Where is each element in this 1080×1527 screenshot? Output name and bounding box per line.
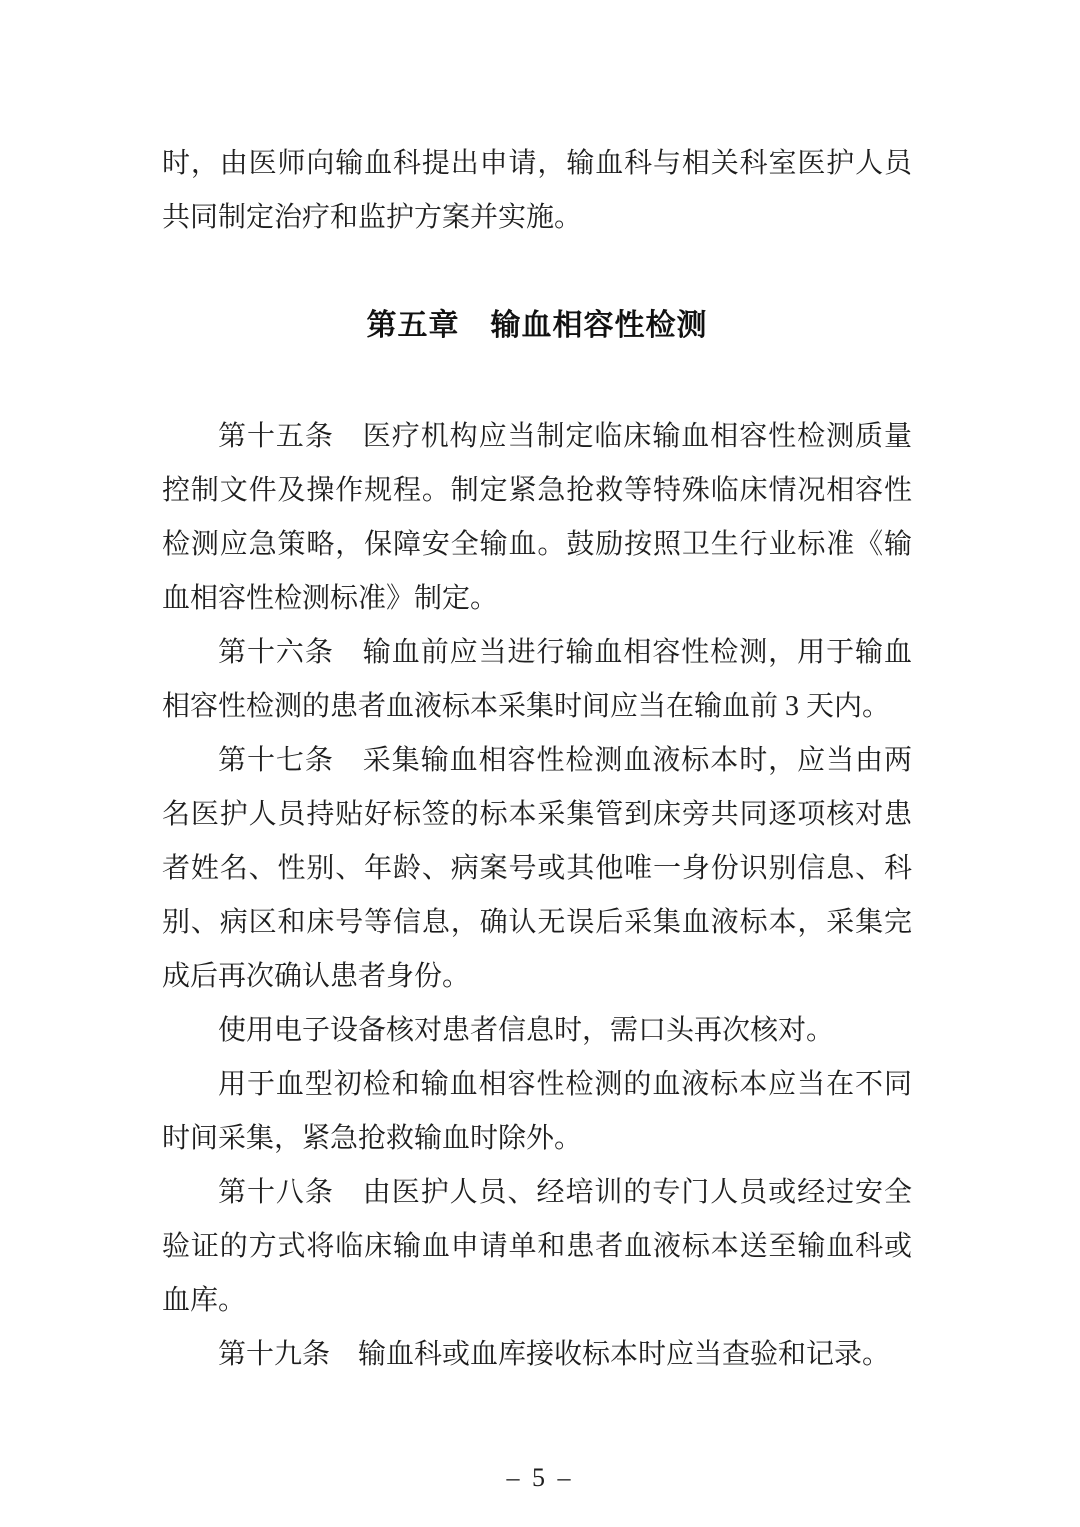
article-19-paragraph: 第十九条 输血科或血库接收标本时应当查验和记录。 <box>218 1339 891 1370</box>
article-17-note-electronic-check: 使用电子设备核对患者信息时，需口头再次核对。 <box>218 1015 835 1046</box>
article-17-paragraph: 第十七条 采集输血相容性检测血液标本时，应当由两名医护人员持贴好标签的标本采集管到床旁共同逐项核对患者姓名、性别、年龄、病案号或其他唯一身份识别信息、科别、病区和床号等信息，确认无误后采集血液标本，采集完成后再次确认患者身份。 <box>162 745 912 992</box>
article-15-paragraph: 第十五条 医疗机构应当制定临床输血相容性检测质量控制文件及操作规程。制定紧急抢救等特殊临床情况相容性检测应急策略，保障安全输血。鼓励按照卫生行业标准《输血相容性检测标准》制定。 <box>162 421 912 614</box>
article-17-note-separate-sampling: 用于血型初检和输血相容性检测的血液标本应当在不同时间采集，紧急抢救输血时除外。 <box>162 1069 912 1154</box>
article-18-paragraph: 第十八条 由医护人员、经培训的专门人员或经过安全验证的方式将临床输血申请单和患者血液标本送至输血科或血库。 <box>162 1177 912 1316</box>
chapter-heading: 第五章 输血相容性检测 <box>366 309 708 342</box>
page-number: – 5 – <box>506 1463 574 1492</box>
article-16-paragraph: 第十六条 输血前应当进行输血相容性检测，用于输血相容性检测的患者血液标本采集时间应当在输血前 3 天内。 <box>162 637 912 722</box>
document-body <box>162 137 912 1382</box>
page-footer <box>0 1451 1080 1505</box>
paragraph-continuation: 时，由医师向输血科提出申请，输血科与相关科室医护人员共同制定治疗和监护方案并实施。 <box>162 148 912 233</box>
